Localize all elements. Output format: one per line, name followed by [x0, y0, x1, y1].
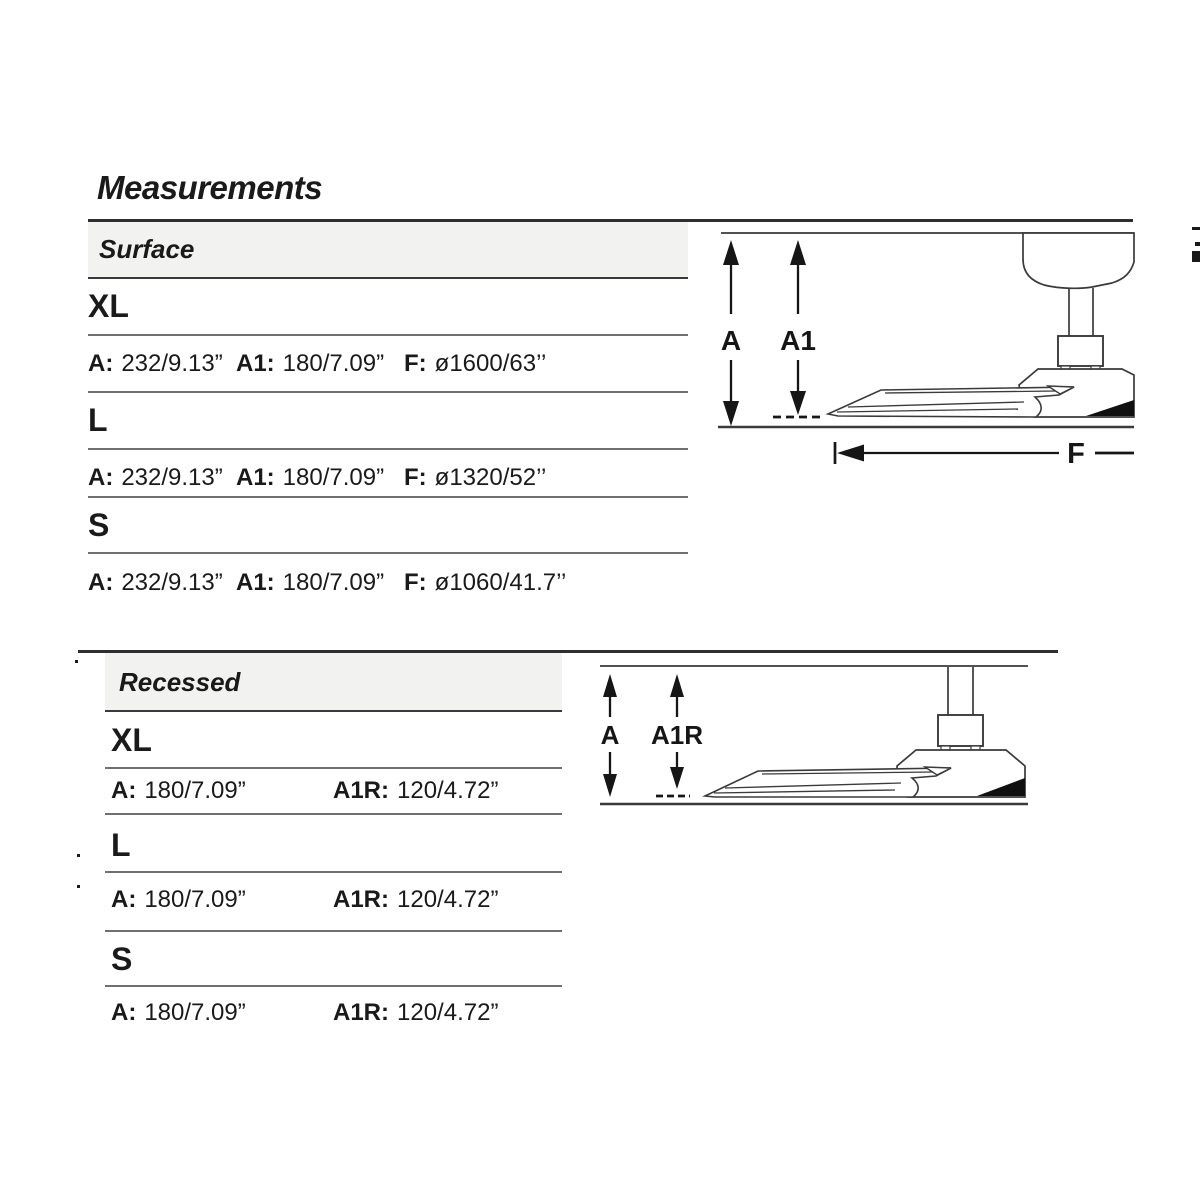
spec-label-a: A:: [111, 886, 137, 913]
print-dot-artifact: [75, 660, 78, 663]
spec-label-a1: A1:: [236, 350, 275, 377]
spec-value-a: 232/9.13”: [121, 569, 223, 596]
divider: [105, 710, 562, 712]
spec-label-a: A:: [88, 569, 114, 596]
recessed-mount-diagram: [595, 655, 1060, 813]
fan-downrod: [948, 667, 973, 715]
spec-value-a: 180/7.09”: [144, 777, 246, 804]
dimension-arrow-a: [721, 240, 741, 426]
fan-motor: [938, 715, 983, 746]
divider: [105, 871, 562, 873]
spec-label-a: A:: [111, 999, 137, 1026]
print-dot-artifact: [77, 854, 80, 857]
spec-label-f: F:: [404, 464, 427, 491]
spec-label-a: A:: [111, 777, 137, 804]
spec-label-a: A:: [88, 464, 114, 491]
fan-motor: [1058, 336, 1103, 366]
divider: [105, 930, 562, 932]
page-title: Measurements: [97, 169, 323, 206]
spec-label-a1r: A1R:: [333, 999, 390, 1026]
spec-label-a1: A1:: [236, 569, 275, 596]
spec-value-a1: 180/7.09”: [282, 569, 385, 596]
dimension-label-a1: A1: [780, 325, 816, 356]
divider: [88, 391, 688, 393]
divider: [88, 448, 688, 450]
size-label-xl: XL: [88, 288, 129, 324]
dimension-arrow-a1r: [651, 674, 703, 789]
fan-downrod: [1069, 288, 1093, 336]
surface-mount-diagram: [688, 210, 1140, 476]
divider: [88, 496, 688, 498]
spec-value-a1: 180/7.09”: [282, 350, 385, 377]
page-edge-artifact: [1192, 227, 1200, 230]
spec-value-a1r: 120/4.72”: [397, 999, 499, 1026]
print-dot-artifact: [77, 885, 80, 888]
spec-value-a: 180/7.09”: [144, 999, 246, 1026]
recessed-header-label: Recessed: [119, 667, 241, 697]
page-edge-artifact: [1192, 251, 1200, 262]
divider: [88, 334, 688, 336]
spec-value-f: ø1600/63’’: [434, 350, 547, 377]
spec-value-f: ø1060/41.7’’: [434, 569, 567, 596]
size-label-l: L: [111, 827, 131, 863]
spec-value-a: 180/7.09”: [144, 886, 246, 913]
surface-header-label: Surface: [99, 234, 195, 264]
dimension-label-a1r: A1R: [650, 720, 704, 750]
size-label-s: S: [88, 507, 110, 543]
spec-value-a1r: 120/4.72”: [397, 777, 499, 804]
dimension-label-a: A: [600, 720, 620, 750]
page-edge-artifact: [1195, 242, 1200, 246]
divider: [105, 813, 562, 815]
size-label-l: L: [88, 402, 108, 438]
divider: [105, 985, 562, 987]
dimension-label-a: A: [720, 325, 742, 356]
dimension-label-f: F: [1067, 438, 1085, 470]
dimension-arrow-a1: [780, 240, 816, 415]
spec-value-f: ø1320/52’’: [434, 464, 547, 491]
spec-label-a1r: A1R:: [333, 777, 390, 804]
spec-label-f: F:: [404, 569, 427, 596]
spec-value-a1r: 120/4.72”: [397, 886, 499, 913]
fan-canopy: [1023, 233, 1134, 288]
size-label-s: S: [111, 941, 133, 977]
spec-value-a: 232/9.13”: [121, 350, 223, 377]
spec-label-f: F:: [404, 350, 427, 377]
spec-label-a: A:: [88, 350, 114, 377]
dimension-arrow-a: [601, 674, 620, 797]
divider: [88, 552, 688, 554]
spec-value-a: 232/9.13”: [121, 464, 223, 491]
spec-label-a1r: A1R:: [333, 886, 390, 913]
spec-label-a1: A1:: [236, 464, 275, 491]
spec-value-a1: 180/7.09”: [282, 464, 385, 491]
divider: [105, 767, 562, 769]
divider: [88, 277, 688, 279]
dimension-arrow-f: [835, 438, 1134, 470]
size-label-xl: XL: [111, 722, 152, 758]
